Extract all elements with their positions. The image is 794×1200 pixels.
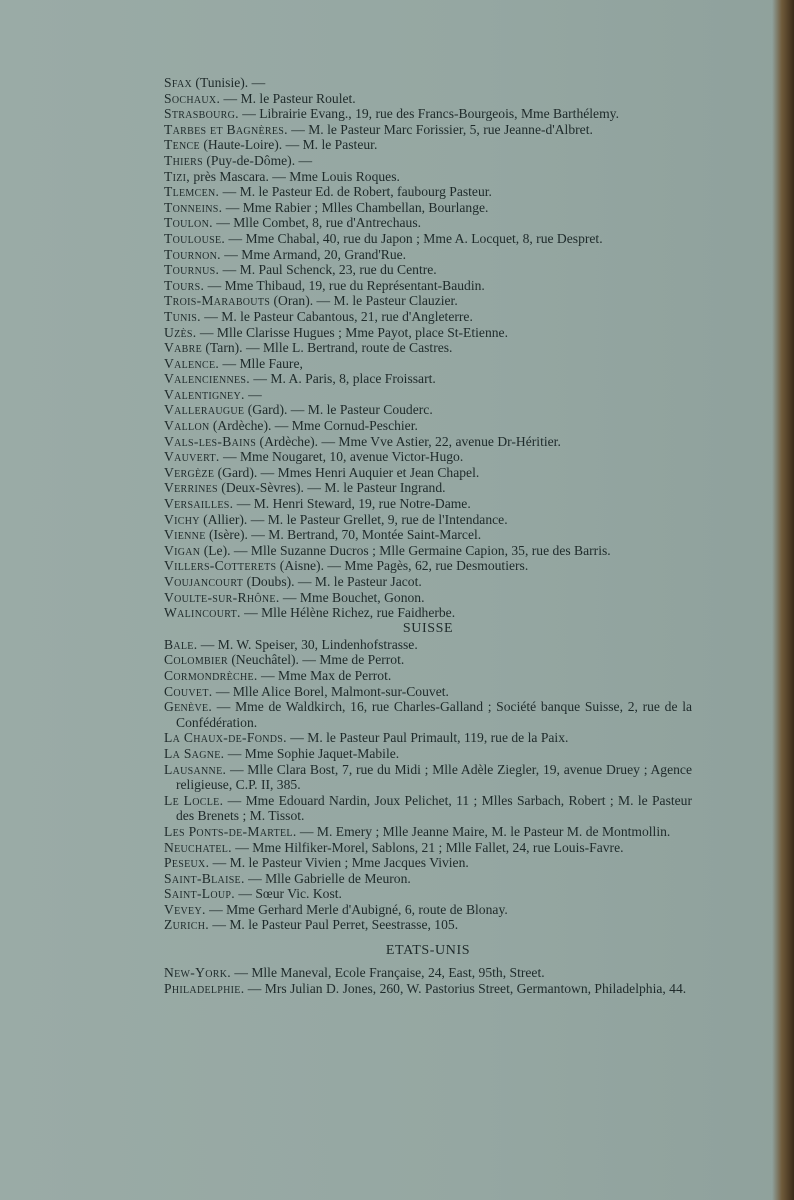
entry-place: Vallon [164, 418, 210, 434]
entry-details: — Mlle Faure, [219, 355, 303, 371]
directory-entry [164, 730, 692, 746]
heading-suisse: SUISSE [402, 620, 454, 636]
entry-place: Sfax [164, 75, 193, 90]
directory-entry [164, 325, 692, 341]
entry-details: — Mme Rabier ; Mlles Chambellan, Bourlange. [222, 199, 489, 215]
directory-entry [164, 746, 692, 762]
entry-place: Tours. [164, 277, 205, 293]
directory-entry [164, 278, 692, 294]
directory-entry [164, 356, 692, 372]
directory-entry [164, 153, 692, 169]
entry-place: Vevey. [164, 901, 206, 917]
directory-entry [164, 981, 692, 997]
entry-details: — M. A. Paris, 8, place Froissart. [250, 371, 436, 387]
directory-entry [164, 200, 692, 216]
entry-details: — Mme Sophie Jaquet-Mabile. [224, 745, 400, 761]
directory-entry [164, 231, 692, 247]
directory-entry [164, 652, 692, 668]
entry-details: — M. Paul Schenck, 23, rue du Centre. [219, 262, 437, 278]
entry-details: — Mme Armand, 20, Grand'Rue. [220, 246, 407, 262]
entry-place: Tunis. [164, 308, 201, 324]
directory-entry [164, 824, 692, 840]
entry-details: (Isère). — M. Bertrand, 70, Montée Saint-Marcel. [205, 527, 482, 543]
directory-entry [164, 465, 692, 481]
directory-entry [164, 886, 692, 902]
entry-details: — Mlle Gabrielle de Meuron. [244, 870, 411, 886]
directory-entry [164, 512, 692, 528]
directory-column [164, 75, 696, 996]
entry-details: (Doubs). — M. le Pasteur Jacot. [243, 574, 422, 589]
entry-place: Neuchatel. [164, 839, 232, 855]
entry-place: Tence [164, 137, 200, 153]
entry-details: près Mascara. — Mme Louis Roques. [189, 168, 400, 184]
entry-place: Tonneins. [164, 199, 223, 215]
entry-details: (Tunisie). — [192, 75, 266, 90]
entry-details: — M. Emery ; Mlle Jeanne Maire, M. le Pasteur M. de Montmollin. [296, 823, 671, 839]
directory-entry [164, 184, 692, 200]
entry-details: (Ardèche). — Mme Vve Astier, 22, avenue Dr-Héritier. [256, 433, 561, 449]
entry-place: Vauvert. [164, 449, 220, 465]
entry-place: Tournon. [164, 246, 221, 262]
entry-details: — Mrs Julian D. Jones, 260, W. Pastorius Street, Germantown, Philadelphia, 44. [244, 980, 687, 996]
directory-entry [164, 293, 692, 309]
entry-details: — Sœur Vic. Kost. [234, 886, 342, 902]
entry-details: (Puy-de-Dôme). — [203, 152, 313, 168]
entry-details: — M. le Pasteur Marc Forissier, 5, rue Jeanne-d'Albret. [287, 121, 593, 137]
directory-entry [164, 387, 692, 403]
entry-place: Tlemcen. [164, 184, 220, 200]
heading-etats-unis: ETATS-UNIS [385, 943, 471, 959]
directory-entry [164, 215, 692, 231]
directory-entry [164, 543, 692, 559]
entry-place: Vichy [164, 511, 200, 527]
entry-details: — M. le Pasteur Roulet. [220, 90, 356, 106]
entry-place: Thiers [164, 152, 203, 168]
entry-place: Vals-les-Bains [164, 433, 257, 449]
entry-details: — Mme Edouard Nardin, Joux Pelichet, 11 ; Mlles Sarbach, Robert ; M. le Pasteur des Brenets ; M. Tissot. [176, 792, 696, 824]
entry-place: Peseux. [164, 855, 210, 871]
entry-place: Philadelphie. [164, 980, 245, 996]
entry-place: Valence. [164, 355, 220, 371]
directory-entry [164, 917, 692, 933]
entry-details: (Gard). — M. le Pasteur Couderc. [244, 402, 433, 418]
directory-entry [164, 792, 696, 824]
entry-details: — Mme Max de Perrot. [257, 667, 392, 683]
directory-entry [164, 761, 696, 793]
directory-entry [164, 527, 692, 543]
directory-entry [164, 496, 692, 512]
entry-place: Toulouse. [164, 230, 226, 246]
directory-entry [164, 91, 692, 107]
entry-details: — Mme Hilfiker-Morel, Sablons, 21 ; Mlle Fallet, 24, rue Louis-Favre. [231, 839, 624, 855]
entry-place: Bale. [164, 636, 198, 652]
entry-place: Valenciennes. [164, 371, 250, 387]
entry-details: — Mme Bouchet, Gonon. [279, 589, 425, 605]
entry-details: — Mlle Clara Bost, 7, rue du Midi ; Mlle Adèle Ziegler, 19, avenue Druey ; Agence religieuse, C.P. II, 385. [176, 761, 696, 793]
directory-entry [164, 371, 692, 387]
entry-details: (Oran). — M. le Pasteur Clauzier. [270, 293, 458, 309]
directory-entry [164, 75, 692, 91]
entry-place: Vienne [164, 527, 206, 543]
entry-details: (Haute-Loire). — M. le Pasteur. [199, 137, 378, 153]
entry-details: — Mme Gerhard Merle d'Aubigné, 6, route de Blonay. [205, 901, 508, 917]
entry-details: (Ardèche). — Mme Cornud-Peschier. [209, 418, 418, 434]
entry-details: (Aisne). — Mme Pagès, 62, rue Desmoutiers. [276, 558, 529, 574]
directory-entry [164, 106, 692, 122]
entry-place: Voulte-sur-Rhône. [164, 589, 280, 605]
entry-place: Saint-Loup. [164, 886, 235, 902]
directory-entry [164, 247, 692, 263]
directory-entry [164, 480, 692, 496]
directory-entry [164, 137, 692, 153]
entry-place: Le Locle. [164, 792, 224, 808]
entry-details: — Mlle Clarisse Hugues ; Mme Payot, place St-Etienne. [196, 324, 508, 340]
entry-details: — M. le Pasteur Cabantous, 21, rue d'Angleterre. [200, 308, 473, 324]
entry-details: — Mlle Combet, 8, rue d'Antrechaus. [212, 215, 422, 231]
entry-details: — M. le Pasteur Ed. de Robert, faubourg Pasteur. [219, 184, 492, 200]
entry-details: — M. Henri Steward, 19, rue Notre-Dame. [233, 496, 471, 512]
directory-entry [164, 871, 692, 887]
directory-entry [164, 574, 692, 590]
entry-place: Couvet. [164, 683, 213, 699]
directory-entry [164, 558, 692, 574]
entry-place: Cormondrèche. [164, 667, 258, 683]
suisse-entries [164, 636, 696, 933]
directory-entry [164, 699, 696, 730]
entry-place: Zurich. [164, 917, 209, 933]
directory-entry [164, 902, 692, 918]
entry-place: New-York. [164, 965, 231, 981]
entry-details: — Librairie Evang., 19, rue des Francs-Bourgeois, Mme Barthélemy. [238, 106, 619, 122]
entry-place: Versailles. [164, 496, 234, 512]
entry-place: Tournus. [164, 262, 220, 278]
entry-details: (Tarn). — Mlle L. Bertrand, route de Castres. [202, 340, 453, 356]
entry-details: — Mme Nougaret, 10, avenue Victor-Hugo. [219, 449, 464, 465]
entry-details: — M. le Pasteur Paul Primault, 119, rue de la Paix. [286, 730, 569, 746]
directory-entry [164, 169, 692, 185]
directory-entry [164, 637, 692, 653]
directory-entry [164, 605, 692, 621]
entry-place: Tizi, [164, 168, 190, 184]
directory-entry [164, 434, 692, 450]
page-edge-shadow [772, 0, 794, 1200]
france-entries [164, 75, 692, 621]
etats-unis-entries [164, 965, 692, 996]
entry-place: Trois-Marabouts [164, 293, 271, 309]
entry-details: — M. le Pasteur Paul Perret, Seestrasse, 105. [208, 917, 459, 933]
directory-entry [164, 855, 692, 871]
directory-entry [164, 122, 692, 138]
entry-place: Villers-Cotterets [164, 558, 277, 574]
directory-entry [164, 309, 692, 325]
entry-place: Vigan [164, 542, 201, 558]
entry-place: Strasbourg. [164, 106, 239, 122]
entry-details: (Allier). — M. le Pasteur Grellet, 9, rue de l'Intendance. [199, 511, 508, 527]
directory-entry [164, 840, 692, 856]
directory-entry [164, 684, 692, 700]
entry-details: (Neuchâtel). — Mme de Perrot. [228, 652, 405, 668]
entry-place: Toulon. [164, 215, 213, 231]
entry-details: (Deux-Sèvres). — M. le Pasteur Ingrand. [217, 480, 446, 496]
entry-place: Vergèze [164, 464, 215, 480]
entry-place: Lausanne. [164, 761, 227, 777]
entry-place: Verrines [164, 480, 218, 496]
entry-place: Tarbes et Bagnères. [164, 121, 288, 137]
entry-place: Saint-Blaise. [164, 870, 245, 886]
directory-entry [164, 402, 692, 418]
directory-entry [164, 340, 692, 356]
entry-details: — Mme de Waldkirch, 16, rue Charles-Galland ; Société banque Suisse, 2, rue de la Confédération. [176, 699, 696, 730]
directory-entry [164, 449, 692, 465]
entry-details: (Gard). — Mmes Henri Auquier et Jean Chapel. [214, 464, 480, 480]
entry-place: La Chaux-de-Fonds. [164, 730, 287, 746]
entry-details: — Mme Chabal, 40, rue du Japon ; Mme A. Locquet, 8, rue Despret. [225, 230, 603, 246]
entry-details: — Mlle Alice Borel, Malmont-sur-Couvet. [212, 683, 449, 699]
entry-place: Genève. [164, 699, 213, 715]
directory-entry [164, 668, 692, 684]
entry-place: Colombier [164, 652, 228, 668]
directory-entry [164, 418, 692, 434]
directory-entry [164, 965, 692, 981]
entry-details: — M. le Pasteur Vivien ; Mme Jacques Vivien. [209, 855, 469, 871]
directory-entry [164, 590, 692, 606]
entry-place: Vabre [164, 340, 202, 356]
entry-details: — [244, 386, 262, 402]
entry-place: Voujancourt [164, 574, 244, 589]
entry-details: — Mlle Hélène Richez, rue Faidherbe. [240, 605, 456, 621]
entry-place: Valleraugue [164, 402, 245, 418]
directory-entry [164, 262, 692, 278]
entry-place: Valentigney. [164, 386, 245, 402]
entry-place: La Sagne. [164, 745, 225, 761]
entry-place: Sochaux. [164, 90, 221, 106]
entry-details: — Mme Thibaud, 19, rue du Représentant-Baudin. [204, 277, 485, 293]
entry-details: — M. W. Speiser, 30, Lindenhofstrasse. [197, 636, 418, 652]
entry-place: Walincourt. [164, 605, 241, 621]
entry-place: Les Ponts-de-Martel. [164, 823, 297, 839]
entry-details: (Le). — Mlle Suzanne Ducros ; Mlle Germaine Capion, 35, rue des Barris. [200, 542, 611, 558]
entry-details: — Mlle Maneval, Ecole Française, 24, East, 95th, Street. [230, 965, 545, 981]
entry-place: Uzès. [164, 324, 197, 340]
